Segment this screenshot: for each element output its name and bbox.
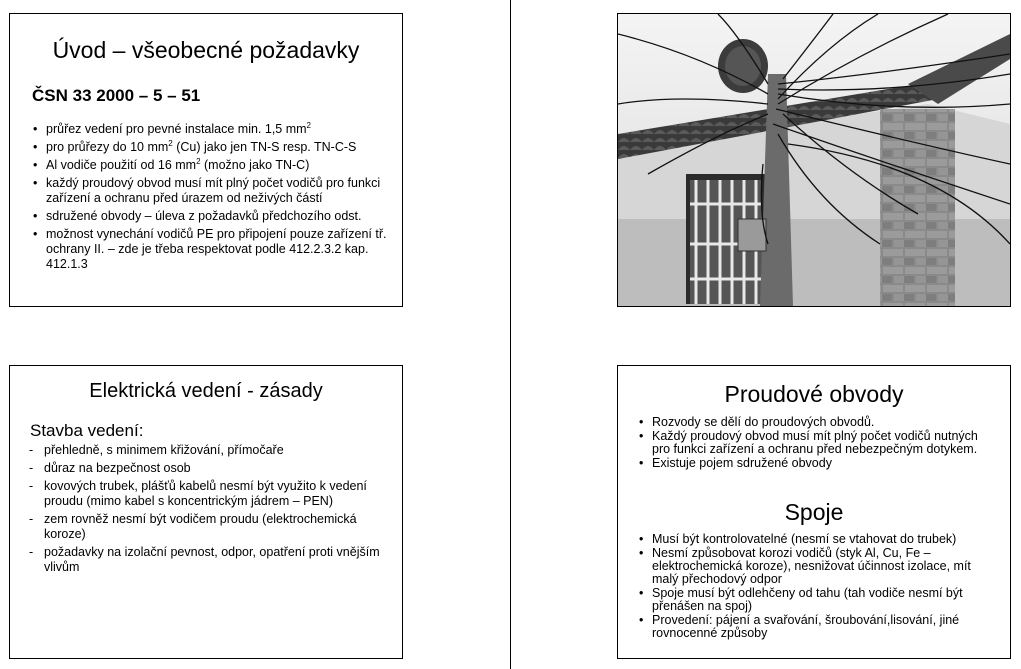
slide-uvod	[9, 13, 403, 307]
list-item: • Al vodiče použití od 16 $mm^2$ (možno jako TN-C)	[46, 158, 391, 173]
list-item: • Nesmí způsobovat korozi vodičů (styk Al, Cu, Fe – elektrochemická koroze), nesnižovat účinnost izolace, mít malý přechodový odpor	[652, 547, 992, 586]
joints-list	[652, 533, 992, 641]
slide-title: Elektrická vedení - zásady	[89, 380, 323, 402]
list-item: • Spoje musí být odlehčeny od tahu (tah vodiče nesmí být přenášen na spoj)	[652, 587, 992, 613]
slide-title: Úvod – všeobecné požadavky	[52, 37, 360, 63]
list-item: • Každý proudový obvod musí mít plný počet vodičů nutných pro funkci zařízení a ochranu před nebezpečným dotykem.	[652, 430, 992, 456]
list-item: • průřez vedení pro pevné instalace min. 1,5 $mm^2$	[46, 122, 391, 137]
slide-photo	[617, 13, 1011, 307]
slide-title: Proudové obvody	[724, 381, 904, 407]
slide-elektricka-vedeni	[9, 365, 403, 659]
list-item: • Rozvody se dělí do proudových obvodů.	[652, 416, 992, 429]
section-title-spoje: Spoje	[784, 499, 844, 525]
photo-utility-pole-icon	[618, 14, 1010, 306]
requirements-list	[46, 122, 391, 275]
list-item: • sdružené obvody – úleva z požadavků předchozího odst.	[46, 209, 391, 224]
list-item: - důraz na bezpečnost osob	[44, 461, 389, 476]
list-item: - požadavky na izolační pevnost, odpor, opatření proti vnějším vlivům	[44, 545, 389, 575]
principles-list	[44, 443, 389, 578]
list-item: • Existuje pojem sdružené obvody	[652, 457, 992, 470]
circuits-list	[652, 416, 992, 471]
slide-subtitle: Stavba vedení:	[30, 421, 144, 440]
list-item: - zem rovněž nesmí být vodičem proudu (elektrochemická koroze)	[44, 512, 389, 542]
list-item: • pro průřezy do 10 $mm^2$ (Cu) jako jen TN-S resp. TN-C-S	[46, 140, 391, 155]
list-item: - přehledně, s minimem křižování, přímočaře	[44, 443, 389, 458]
page-center-divider	[510, 0, 511, 669]
list-item: • možnost vynechání vodičů PE pro připojení pouze zařízení tř. ochrany II. – zde je třeba respektovat podle 412.2.3.2 kap. 412.1.3	[46, 227, 391, 272]
list-item: • Provedení: pájení a svařování, šroubování,lisování, jiné rovnocenné způsoby	[652, 614, 992, 640]
slide-proudove-obvody	[617, 365, 1011, 659]
list-item: - kovových trubek, plášťů kabelů nesmí být využito k vedení proudu (mimo kabel s koncentrickým jádrem – PEN)	[44, 479, 389, 509]
list-item: • Musí být kontrolovatelné (nesmí se vtahovat do trubek)	[652, 533, 992, 546]
standard-heading: ČSN 33 2000 – 5 – 51	[32, 86, 201, 105]
list-item: • každý proudový obvod musí mít plný počet vodičů pro funkci zařízení a ochranu před úrazem od neživých částí	[46, 176, 391, 206]
